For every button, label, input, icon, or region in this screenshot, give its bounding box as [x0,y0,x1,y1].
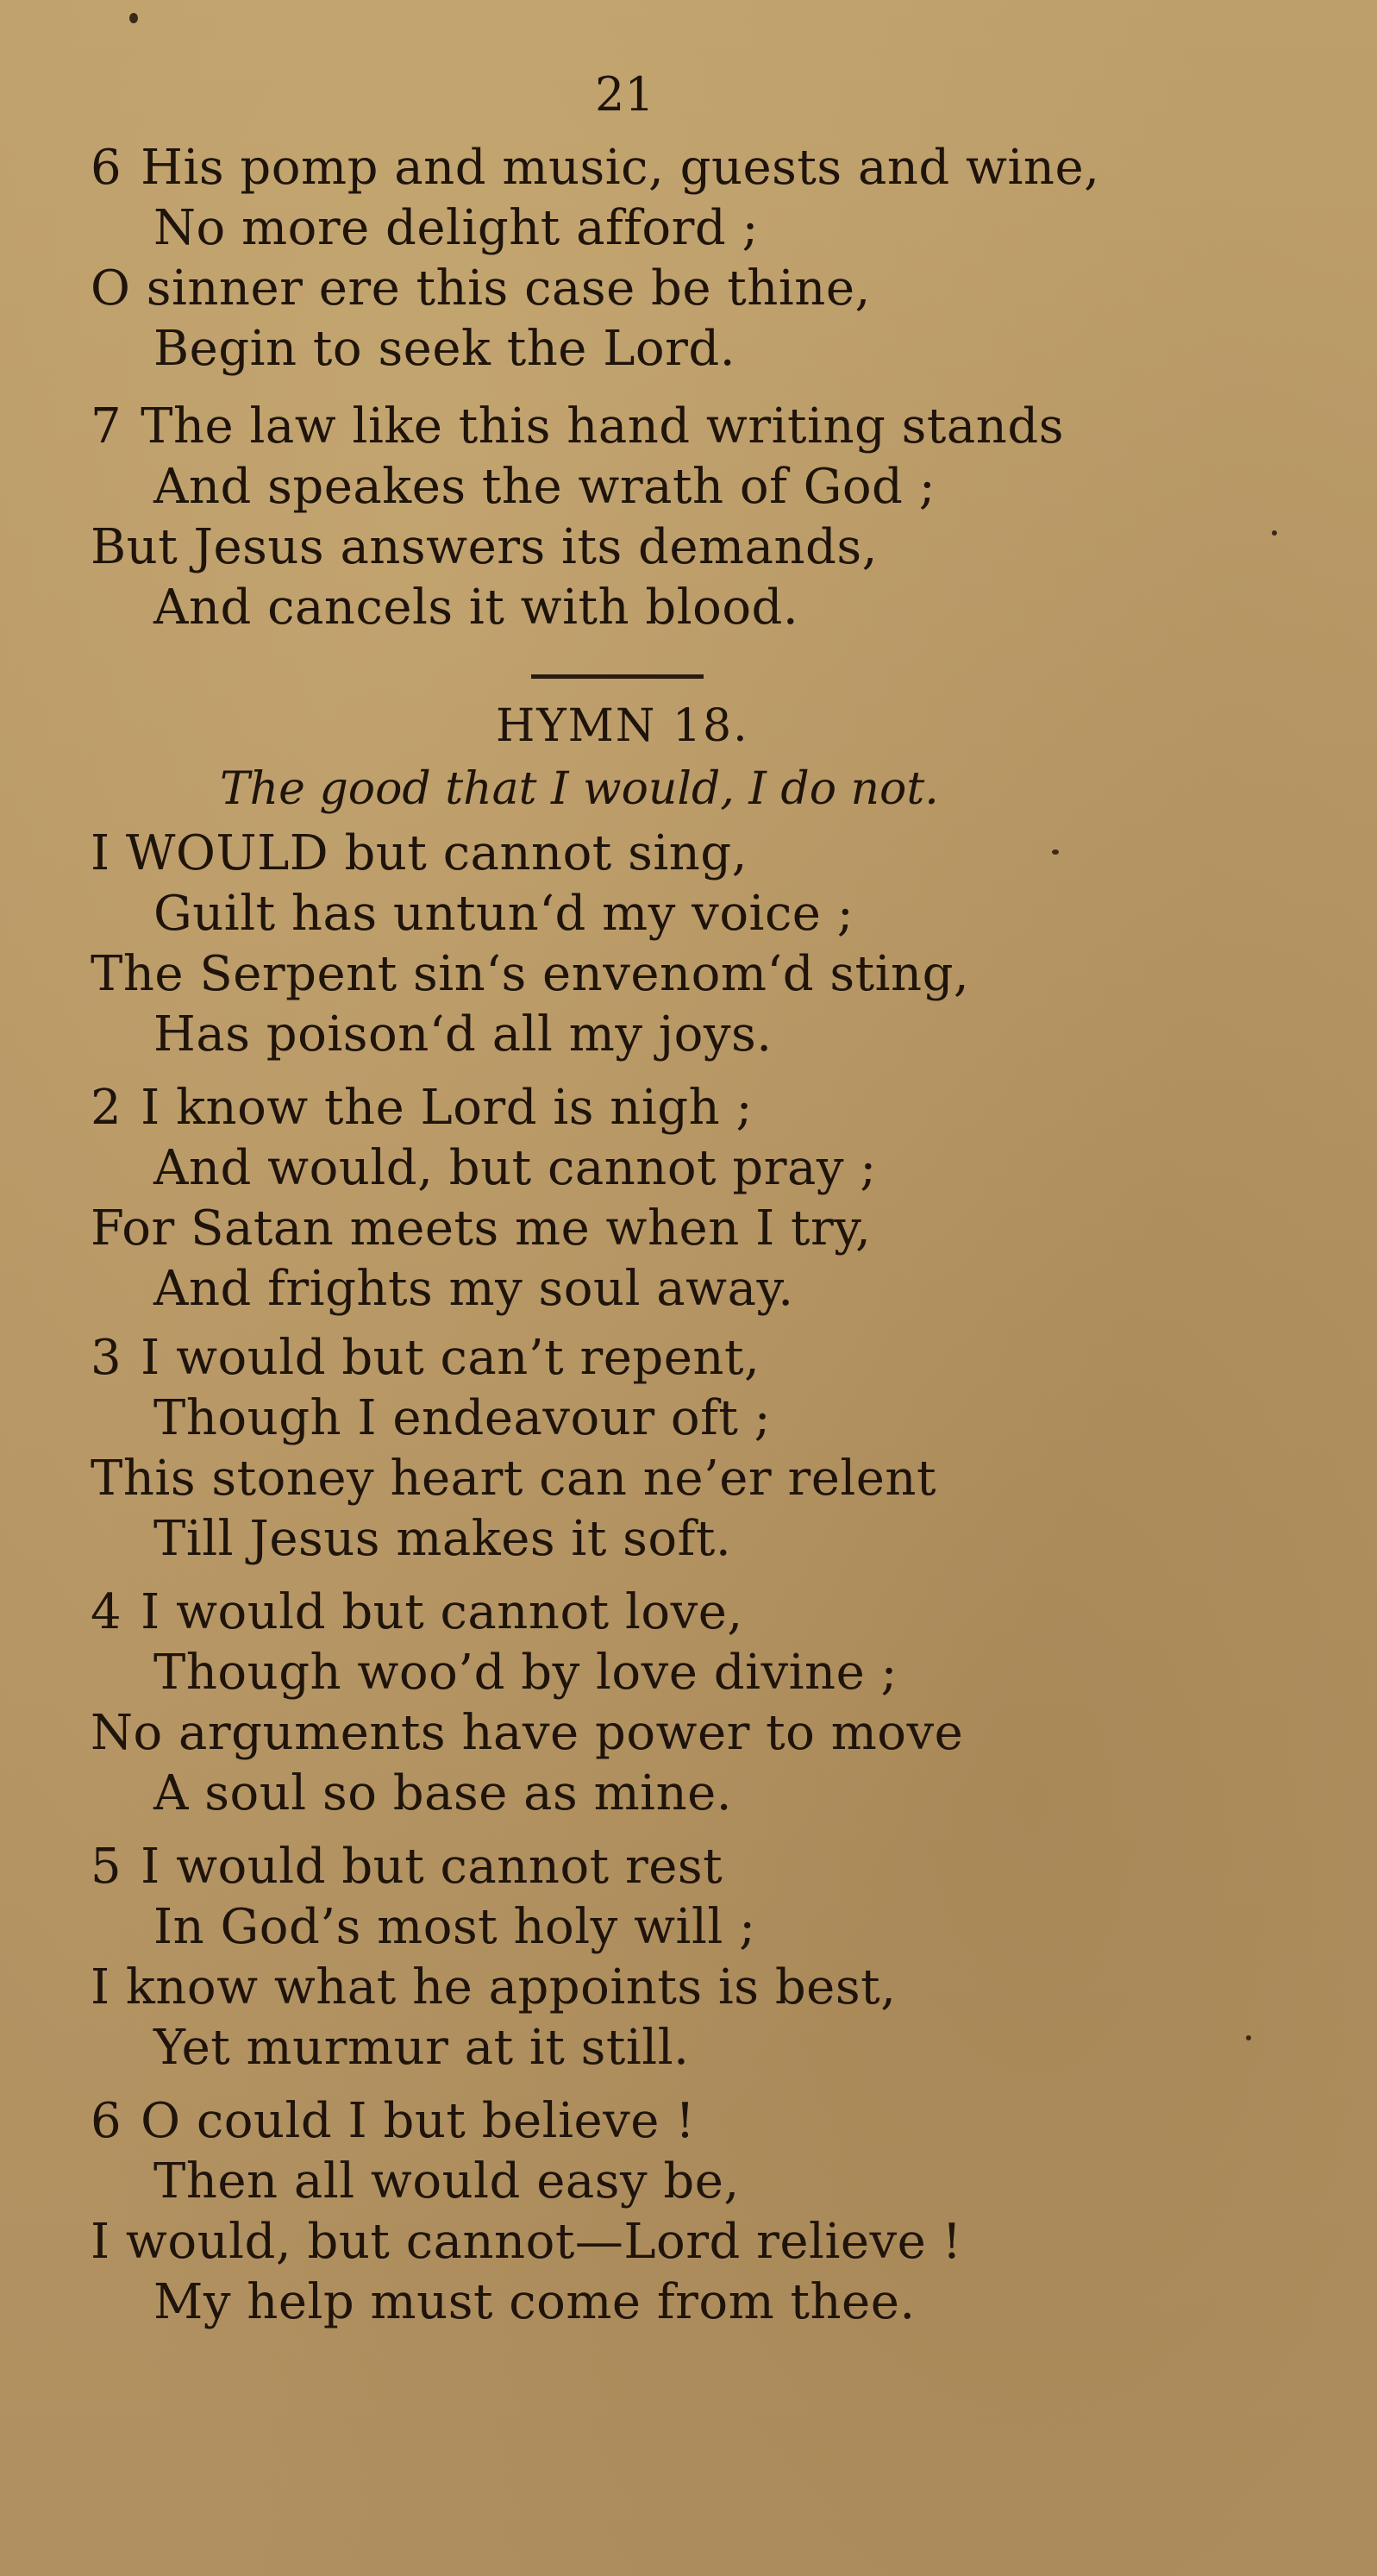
stanza-line: My help must come from thee. [153,2274,916,2330]
stanza-line-text: I know the Lord is nigh ; [141,1080,753,1136]
hymn-title: HYMN 18. [496,700,749,752]
stanza-line: I know what he appoints is best, [91,1959,897,2015]
stanza-line: Guilt has untun‘d my voice ; [153,886,854,942]
stanza-line: And frights my soul away. [153,1261,794,1317]
section-divider [531,674,704,679]
stanza-line: Though woo’d by love divine ; [153,1645,898,1701]
stanza-line [91,1583,743,1643]
stanza-line-text: O could I but believe ! [141,2093,696,2149]
hymn-subtitle: The good that I would, I do not. [220,763,939,815]
stanza-line [91,138,1099,198]
page-number: 21 [595,67,654,122]
stanza-line: And cancels it with blood. [153,580,799,636]
stanza-line: A soul so base as mine. [153,1765,733,1821]
stanza-number: 7 [91,398,122,454]
stanza-line: But Jesus answers its demands, [91,519,878,575]
stanza-line: No arguments have power to move [91,1705,964,1761]
stanza-number: 5 [91,1839,122,1895]
stanza-line: Then all would easy be, [153,2153,740,2209]
stanza-line [91,1078,753,1138]
stanza-line: In God’s most holy will ; [153,1899,756,1955]
stanza-line: I would, but cannot—Lord relieve ! [91,2214,962,2270]
stanza-line: Till Jesus makes it soft. [153,1511,732,1567]
stanza-line: This stoney heart can ne’er relent [91,1451,937,1507]
paper-speck [1272,530,1277,536]
stanza-line [91,1328,760,1388]
stanza-line [91,1837,723,1897]
paper-speck [129,13,138,23]
paper-speck [1052,849,1059,855]
stanza-line [91,397,1064,457]
stanza-line: I WOULD but cannot sing, [91,825,748,881]
stanza-number: 4 [91,1584,122,1640]
stanza-line: The Serpent sin‘s envenom‘d sting, [91,946,970,1002]
stanza-number: 6 [91,2093,122,2149]
stanza-line: For Satan meets me when I try, [91,1200,872,1257]
stanza-line [91,2091,695,2152]
stanza-number: 3 [91,1330,122,1386]
stanza-line: Though I endeavour oft ; [153,1390,772,1446]
stanza-line-text: I would but can’t repent, [141,1330,760,1386]
stanza-line: And speakes the wrath of God ; [153,459,936,515]
stanza-line: Begin to seek the Lord. [153,321,736,377]
stanza-line-text: His pomp and music, guests and wine, [141,140,1100,196]
paper-speck [1246,2035,1251,2040]
stanza-line: Has poison‘d all my joys. [153,1006,773,1062]
stanza-line: Yet murmur at it still. [153,2020,690,2076]
stanza-line-text: The law like this hand writing stands [141,398,1064,454]
stanza-line-text: I would but cannot love, [141,1584,743,1640]
stanza-line: O sinner ere this case be thine, [91,260,871,317]
stanza-line: And would, but cannot pray ; [153,1140,877,1196]
stanza-number: 2 [91,1080,122,1136]
stanza-line: No more delight afford ; [153,200,759,256]
stanza-line-text: I would but cannot rest [141,1839,723,1895]
stanza-number: 6 [91,140,122,196]
